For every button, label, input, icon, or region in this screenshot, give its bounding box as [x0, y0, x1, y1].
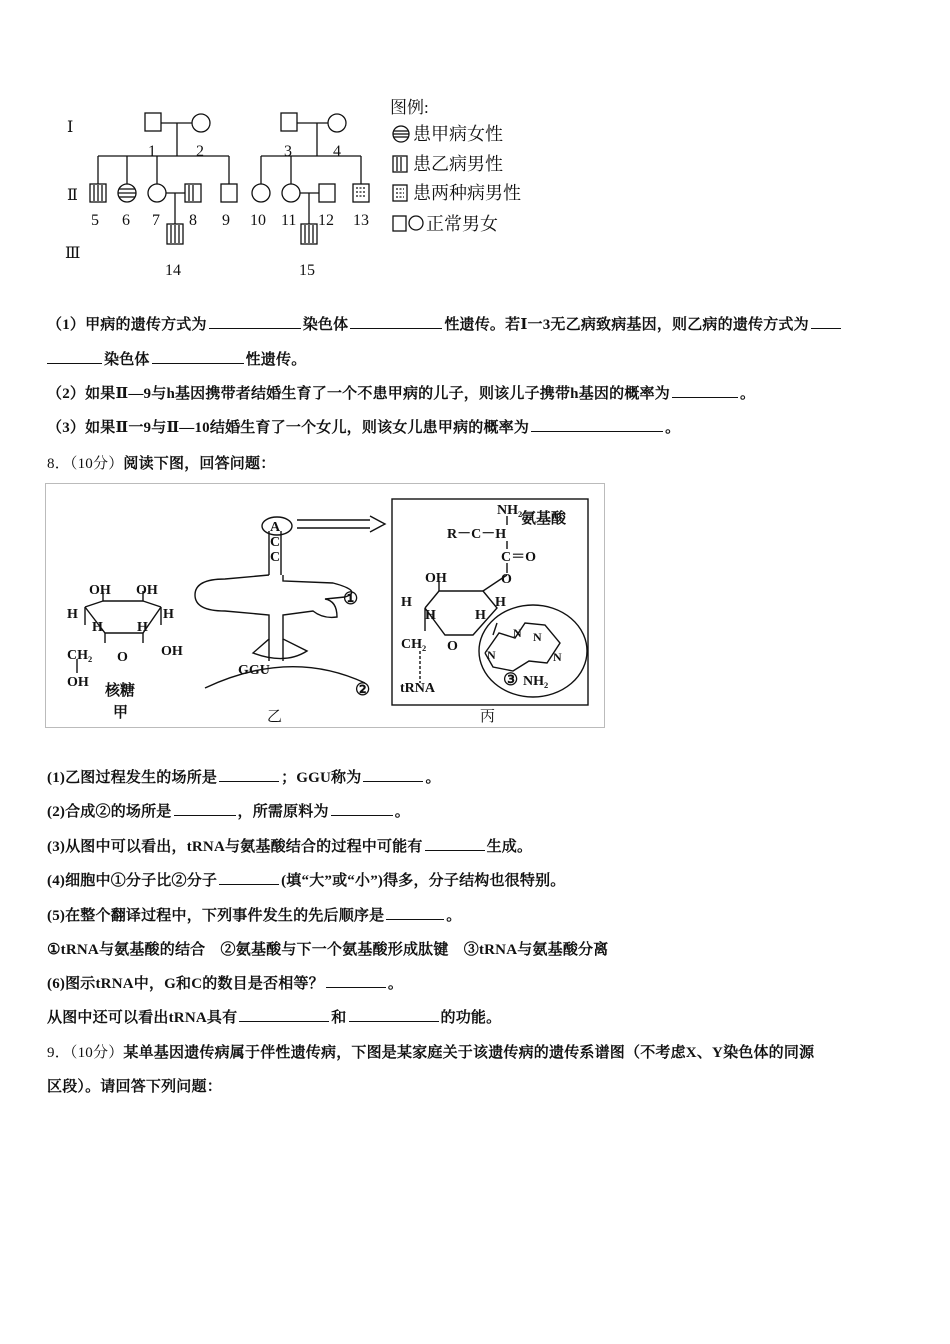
q8-s1: (1)乙图过程发生的场所是 ；GGU称为 。 [47, 766, 441, 787]
label-yi: 乙 [267, 709, 283, 725]
oh-2: OH [136, 583, 158, 598]
q7-line-4: （3）如果Ⅱ一9与Ⅱ—10结婚生育了一个女儿，则该女儿患甲病的概率为 。 [47, 416, 680, 437]
legend-item-1: 患甲病女性 [413, 124, 503, 144]
mark-3: ③ [503, 670, 519, 689]
o-3: O [447, 639, 458, 654]
num-10: 10 [250, 212, 266, 229]
num-2: 2 [196, 143, 204, 160]
acc-c2: C [270, 550, 281, 565]
individual-2 [192, 114, 210, 132]
num-9: 9 [222, 212, 230, 229]
mark-2: ② [355, 680, 371, 699]
h-3: H [137, 620, 148, 635]
q8-s6: (6)图示tRNA中，G和C的数目是否相等？ 。 [47, 972, 403, 993]
oh-4: OH [67, 675, 89, 690]
num-6: 6 [122, 212, 130, 229]
c-o: C＝O [501, 550, 536, 565]
blank[interactable] [349, 1006, 439, 1022]
q8-s3: (3)从图中可以看出，tRNA与氨基酸结合的过程中可能有 生成。 [47, 835, 532, 856]
oh-5: OH [425, 571, 447, 586]
individual-11 [282, 184, 300, 202]
blank[interactable] [331, 800, 393, 816]
blank[interactable] [672, 382, 738, 398]
o-2: O [501, 572, 512, 587]
o-1: O [117, 650, 128, 665]
legend-normal-male-icon [393, 216, 406, 231]
individual-4 [328, 114, 346, 132]
num-14: 14 [165, 262, 181, 279]
blank[interactable] [811, 313, 841, 329]
n-1: N [533, 630, 542, 644]
blank[interactable] [219, 766, 279, 782]
individual-10 [252, 184, 270, 202]
ribose-title: 核糖 [105, 683, 136, 699]
individual-1 [145, 113, 161, 131]
q8-s7: 从图中还可以看出tRNA具有 和 的功能。 [47, 1006, 501, 1027]
gen-label-1: Ⅰ [67, 119, 74, 136]
h-1: H [67, 607, 78, 622]
q7-line-2: 染色体 性遗传。 [47, 348, 306, 369]
mark-1: ① [343, 589, 359, 608]
q8-header: 8．（10分）阅读下图，回答问题： [47, 456, 276, 472]
legend-title: 图例: [390, 98, 429, 117]
acc-a: A [270, 520, 281, 535]
r-ch: R－C－H [447, 527, 507, 542]
pedigree-figure [55, 92, 545, 287]
blank[interactable] [239, 1006, 329, 1022]
blank[interactable] [209, 313, 301, 329]
legend-item-4: 正常男女 [426, 214, 498, 234]
individual-7 [148, 184, 166, 202]
num-1: 1 [148, 143, 156, 160]
blank[interactable] [531, 416, 663, 432]
individual-9 [221, 184, 237, 202]
nh2-2: NH₂ [523, 674, 549, 689]
legend-normal-female-icon [409, 216, 423, 230]
num-13: 13 [353, 212, 369, 229]
h-6: H [425, 608, 436, 623]
legend-male-b-icon [393, 156, 407, 172]
blank[interactable] [47, 348, 102, 364]
label-bing: 丙 [480, 709, 496, 725]
label-jia: 甲 [113, 705, 129, 721]
num-5: 5 [91, 212, 99, 229]
blank[interactable] [425, 835, 485, 851]
n-3: N [487, 648, 496, 662]
num-8: 8 [189, 212, 197, 229]
q8-s4: (4)细胞中①分子比②分子 (填“大”或“小”)得多，分子结构也很特别。 [47, 869, 566, 890]
acc-c1: C [270, 535, 281, 550]
blank[interactable] [219, 869, 279, 885]
num-7: 7 [152, 212, 160, 229]
num-15: 15 [299, 262, 315, 279]
oh-3: OH [161, 644, 183, 659]
nh2-1: NH₂ [497, 503, 523, 518]
h-4: H [163, 607, 174, 622]
blank[interactable] [386, 904, 444, 920]
q7-line-1: （1）甲病的遗传方式为 染色体 性遗传。若Ⅰ一3无乙病致病基因，则乙病的遗传方式为 [47, 313, 843, 334]
gen-label-3: Ⅲ [65, 245, 81, 262]
num-4: 4 [333, 143, 341, 160]
gen-label-2: Ⅱ [67, 187, 78, 204]
q8-s2: (2)合成②的场所是 ，所需原料为 。 [47, 800, 410, 821]
individual-12 [319, 184, 335, 202]
blank[interactable] [174, 800, 236, 816]
blank[interactable] [363, 766, 423, 782]
trna-label: tRNA [400, 681, 435, 696]
q8-s5-options: ①tRNA与氨基酸的结合 ②氨基酸与下一个氨基酸形成肽键 ③tRNA与氨基酸分离 [47, 942, 609, 958]
blank[interactable] [152, 348, 244, 364]
h-2: H [92, 620, 103, 635]
oh-1: OH [89, 583, 111, 598]
n-4: N [553, 650, 562, 664]
h-5: H [401, 595, 412, 610]
num-12: 12 [318, 212, 334, 229]
num-3: 3 [284, 143, 292, 160]
q8-s5: (5)在整个翻译过程中，下列事件发生的先后顺序是 。 [47, 904, 462, 925]
q9-line-1: 9．（10分）某单基因遗传病属于伴性遗传病，下图是某家庭关于该遗传病的遗传系谱图（不考虑X、Y染色体的同源 [47, 1045, 815, 1061]
blank[interactable] [326, 972, 386, 988]
num-11: 11 [281, 212, 297, 229]
legend-item-3: 患两种病男性 [413, 183, 521, 203]
legend-item-2: 患乙病男性 [413, 154, 503, 174]
h-7: H [475, 608, 486, 623]
q7-line-3: （2）如果Ⅱ—9与h基因携带者结婚生育了一个不患甲病的儿子，则该儿子携带h基因的概率为 。 [47, 382, 755, 403]
n-2: N [513, 626, 522, 640]
anticodon: GGU [238, 663, 270, 678]
amino-acid-label: 氨基酸 [521, 511, 567, 527]
ch2-2: CH₂ [401, 637, 427, 652]
h-8: H [495, 595, 506, 610]
individual-13 [353, 184, 369, 202]
q9-line-2: 区段）。请回答下列问题： [47, 1079, 222, 1095]
individual-3 [281, 113, 297, 131]
trna-figure [45, 483, 605, 728]
ch2-1: CH₂ [67, 648, 93, 663]
blank[interactable] [350, 313, 442, 329]
